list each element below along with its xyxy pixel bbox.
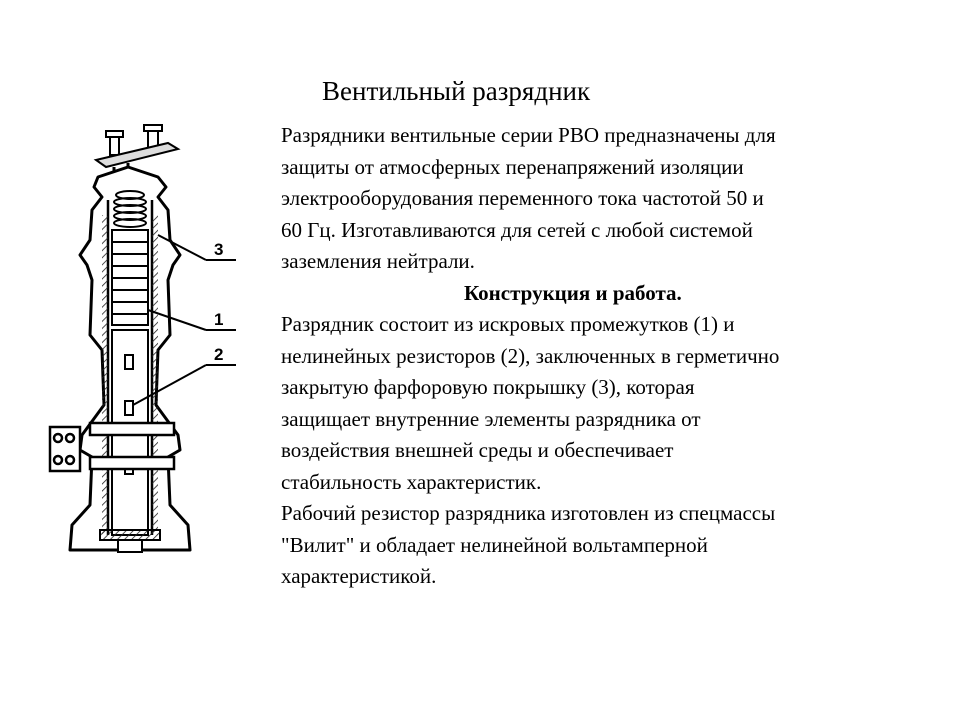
description-text xyxy=(281,120,941,593)
label-3: 3 xyxy=(214,240,224,259)
construction-line: нелинейных резисторов (2), заключенных в герметично xyxy=(281,343,780,368)
slide-title: Вентильный разрядник xyxy=(322,76,591,106)
intro-line: защиты от атмосферных перенапряжений изоляции xyxy=(281,154,744,179)
construction-line: закрытую фарфоровую покрышку (3), которая xyxy=(281,375,695,399)
spark-gaps-stack xyxy=(112,230,148,325)
label-1: 1 xyxy=(214,310,224,329)
construction-line: Разрядник состоит из искровых промежутков (1) и xyxy=(281,312,735,336)
resistor-line: Рабочий резистор разрядника изготовлен из спецмассы xyxy=(281,501,776,525)
intro-line: электрооборудования переменного тока частотой 50 и xyxy=(281,186,764,210)
label-2: 2 xyxy=(214,345,224,364)
resistor-line: характеристикой. xyxy=(281,564,437,588)
resistor-line: "Вилит" и обладает нелинейной вольтамперной xyxy=(281,532,708,557)
intro-line: Разрядники вентильные серии РВО предназначены для xyxy=(281,123,776,147)
intro-line: 60 Гц. Изготавливаются для сетей с любой системой xyxy=(281,217,753,242)
construction-line: защищает внутренние элементы разрядника от xyxy=(281,406,701,431)
valve-arrester-diagram xyxy=(28,105,278,575)
construction-line: стабильность характеристик. xyxy=(281,469,542,494)
construction-line: воздействия внешней среды и обеспечивает xyxy=(281,438,674,462)
section-heading: Конструкция и работа. xyxy=(464,280,682,305)
intro-line: заземления нейтрали. xyxy=(281,249,475,273)
